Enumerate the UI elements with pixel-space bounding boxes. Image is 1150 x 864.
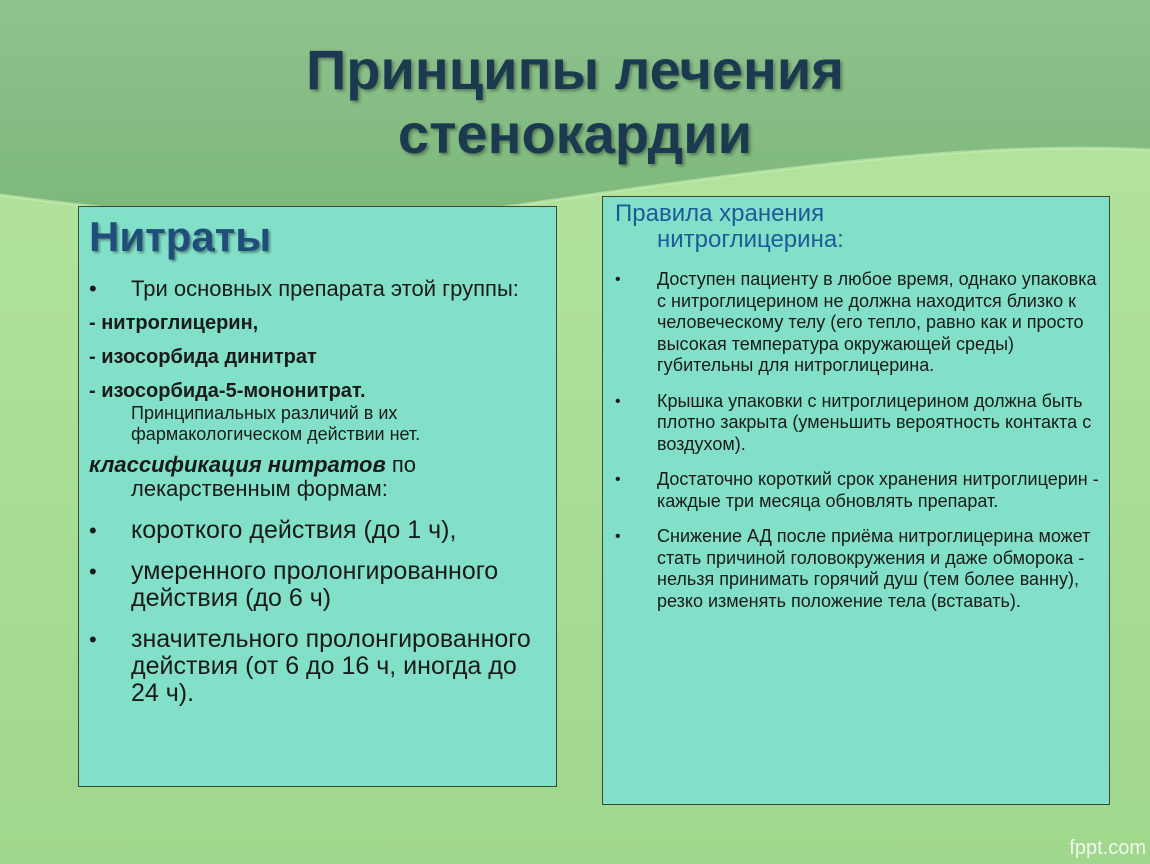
note-line: Принципиальных различий в их <box>131 403 398 423</box>
form-text: значительного пролонгированного действия (от 6 до 16 ч, иногда до 24 ч). <box>131 625 531 707</box>
drug-name: - изосорбида-5-мононитрат. <box>89 380 366 402</box>
rule-text: Доступен пациенту в любое время, однако упаковка с нитроглицерином не должна находится близко к человеческому телу (его тепло, равно как и просто высокая температура окружающей среды) губительны для нитроглицерина. <box>657 269 1097 375</box>
list-item <box>89 277 546 301</box>
note-line: фармакологическом действии нет. <box>131 424 421 444</box>
list-item <box>615 391 1099 456</box>
bullet-icon: • <box>615 392 621 410</box>
storage-rules-panel <box>602 196 1110 805</box>
drug-name: - изосорбида динитрат <box>89 346 317 368</box>
form-text: умеренного пролонгированного действия (до 6 ч) <box>131 557 499 612</box>
drug-item <box>89 311 546 335</box>
watermark: fppt.com <box>1069 837 1146 859</box>
list-item <box>615 269 1099 377</box>
rule-text: Снижение АД после приёма нитроглицерина может стать причиной головокружения и даже обморока - нельзя принимать горячий душ (тем более ванну), резко изменять положение тела (вставать). <box>657 526 1091 611</box>
bullet-icon: • <box>615 528 621 545</box>
list-item <box>89 626 546 707</box>
list-item <box>89 517 546 544</box>
list-item <box>615 469 1099 512</box>
form-text: короткого действия (до 1 ч), <box>131 516 457 544</box>
title-line-1: Принципы лечения <box>306 38 844 101</box>
list-item <box>615 526 1099 612</box>
rule-text: Крышка упаковки с нитроглицерином должна быть плотно закрыта (уменьшить вероятность контакта с воздухом). <box>657 390 1092 454</box>
list-item <box>89 558 546 612</box>
drug-item <box>89 345 546 369</box>
storage-heading-line-1: Правила хранения <box>615 200 825 227</box>
bullet-icon: • <box>89 559 97 584</box>
drug-item <box>89 379 546 403</box>
classification-rest: по <box>385 452 417 477</box>
drug-name: - нитроглицерин, <box>89 312 259 334</box>
classification-line-2: лекарственным формам: <box>131 476 388 501</box>
bullet-icon: • <box>89 518 97 543</box>
nitrates-heading: Нитраты <box>89 213 272 260</box>
classification-bold: классификация нитратов <box>89 452 386 477</box>
bullet-icon: • <box>615 471 621 488</box>
bullet-icon: • <box>89 627 97 652</box>
storage-heading <box>615 201 1099 253</box>
classification-heading <box>89 453 546 501</box>
page-title <box>0 38 1150 166</box>
title-line-2: стенокардии <box>397 102 753 165</box>
bullet-icon: • <box>615 271 621 288</box>
nitrates-panel <box>78 206 557 787</box>
bullet-text: Три основных препарата этой группы: <box>131 276 519 301</box>
storage-heading-line-2: нитроглицерина: <box>657 226 844 253</box>
rule-text: Достаточно короткий срок хранения нитроглицерин - каждые три месяца обновлять препарат. <box>657 469 1099 511</box>
bullet-icon: • <box>89 276 97 301</box>
